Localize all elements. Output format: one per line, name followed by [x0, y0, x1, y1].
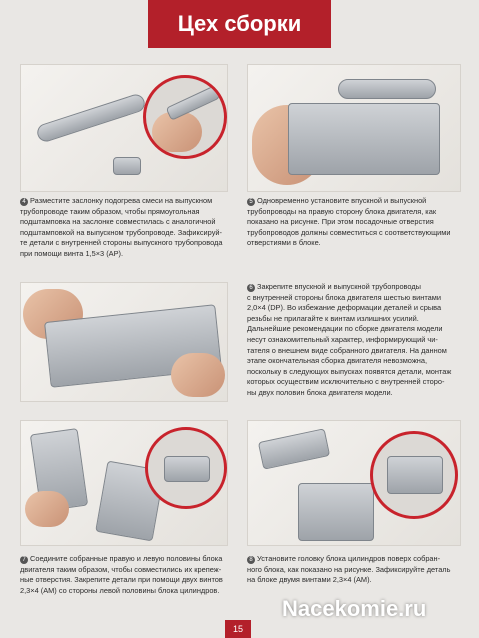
section-header	[148, 0, 331, 48]
cylinder-head	[258, 428, 330, 470]
photo-step-5	[247, 64, 461, 192]
photo-step-6	[20, 282, 228, 402]
zoom-circle-step-7	[145, 427, 227, 509]
caption-step-8: 8 Установите головку блока цилиндров поверх собран- ного блока, как показано на рисунке. Зафиксируйте деталь на блоке двумя винтами 2,3×4 (AM).	[247, 554, 451, 585]
step-number: 8	[247, 556, 255, 564]
zoom-part	[387, 456, 443, 494]
manifold-part	[338, 79, 436, 99]
step-number: 5	[247, 198, 255, 206]
section-title: Цех сборки	[177, 11, 302, 36]
watermark: Nacekomie.ru	[282, 596, 427, 621]
zoom-part	[164, 456, 210, 482]
photo-step-8	[247, 420, 461, 546]
photo-step-7	[20, 420, 228, 546]
step-number: 7	[20, 556, 28, 564]
photo-step-4	[20, 64, 228, 192]
hand	[25, 491, 69, 527]
caption-step-6: 6 Закрепите впускной и выпускной трубопроводы с внутренней стороны блока двигателя шестью винтами 2,0×4 (DP). Во избежание деформации деталей и срыва резьбы не прилагайте к винтам излишних усилий. Дальнейшие рекомендации по сборке двигателя модели несут ознакомительный характер, информирующий чи- тателя о внешнем виде собранного двигателя. На данном этапе окончательная сборка двигателя невозможна, поскольку в следующих выпусках появятся детали, монтаж которых осуществим исключительно с внутренней сторо- ны двух половин блока двигателя модели.	[247, 282, 452, 397]
hand	[171, 353, 225, 397]
zoom-circle-step-8	[370, 431, 458, 519]
step-number: 6	[247, 284, 255, 292]
zoom-circle-step-4	[143, 75, 227, 159]
manifold-part	[35, 92, 147, 144]
flap-part	[113, 157, 141, 175]
step-number: 4	[20, 198, 28, 206]
caption-step-5: 5 Одновременно установите впускной и выпускной трубопроводы на правую сторону блока двигателя, как показано на рисунке. При этом посадочные отверстия трубопроводов должны совместиться с соответствующими отверстиями в блоке.	[247, 196, 451, 248]
caption-step-4: 4 Разместите заслонку подогрева смеси на выпускном трубопроводе таким образом, чтобы прямоугольная подштамповка на заслонке совместилась с аналогичной подштамповкой на выпускном трубопроводе. Зафиксируй- те детали с внутренней стороны выпускного трубопровода при помощи винта 1,5×3 (AP).	[20, 196, 223, 258]
engine-block-half	[288, 103, 440, 175]
caption-step-7: 7 Соедините собранные правую и левую половины блока двигателя таким образом, чтобы совместились их крепеж- ные отверстия. Закрепите детали при помощи двух винтов 2,3×4 (AM) со стороны левой половины блока цилиндров.	[20, 554, 223, 595]
engine-block	[298, 483, 374, 541]
page-number: 15	[225, 620, 251, 638]
